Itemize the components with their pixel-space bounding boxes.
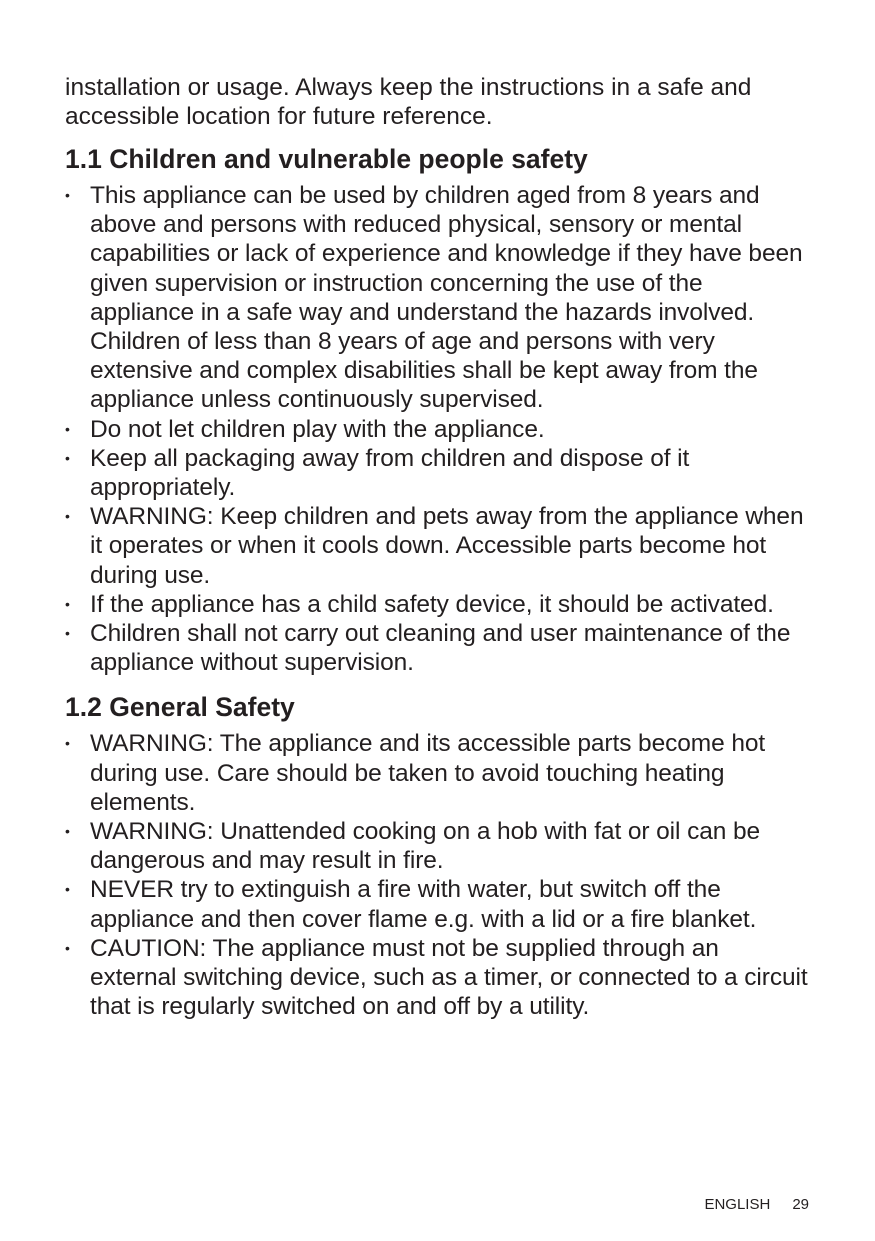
page-number: 29 bbox=[792, 1196, 809, 1213]
list-item-text: NEVER try to extinguish a fire with water, but switch off the appliance and then cover flame e.g. with a lid or a fire blanket. bbox=[90, 876, 757, 933]
list-item-text: CAUTION: The appliance must not be supplied through an external switching device, such as a timer, or connected to a circuit that is regularly switched on and off by a utility. bbox=[90, 934, 808, 1021]
list-item-text: WARNING: The appliance and its accessible parts become hot during use. Care should be taken to avoid touching heating elements. bbox=[90, 730, 766, 816]
bullet-icon: • bbox=[65, 881, 70, 898]
list-item bbox=[65, 619, 810, 677]
footer-language: ENGLISH bbox=[704, 1196, 771, 1213]
list-item bbox=[65, 415, 810, 444]
bullet-icon: • bbox=[65, 625, 70, 642]
list-item bbox=[65, 729, 810, 817]
bullet-icon: • bbox=[65, 420, 70, 437]
list-item-text: Children shall not carry out cleaning and user maintenance of the appliance without supervision. bbox=[90, 620, 791, 677]
list-item-text: This appliance can be used by children aged from 8 years and above and persons with reduced physical, sensory or mental capabilities or lack of experience and knowledge if they have been given supervision or instruction concerning the use of the appliance in a safe way and understand the hazards involved. Children of less than 8 years of age and persons with very extensive and complex disabilities shall be kept away from the appliance unless continuously supervised. bbox=[90, 182, 803, 414]
list-item bbox=[65, 934, 810, 1022]
bullet-icon: • bbox=[65, 449, 70, 466]
intro-paragraph: installation or usage. Always keep the instructions in a safe and accessible location for future reference. bbox=[65, 74, 752, 130]
list-item-text: Keep all packaging away from children and dispose of it appropriately. bbox=[90, 444, 690, 502]
bullet-icon: • bbox=[65, 508, 70, 525]
page-footer bbox=[704, 1196, 809, 1214]
list-item-text: WARNING: Unattended cooking on a hob with fat or oil can be dangerous and may result in fire. bbox=[90, 818, 761, 875]
list-item bbox=[65, 444, 810, 502]
section-heading-general-safety: 1.2 General Safety bbox=[65, 692, 295, 723]
list-item-text: Do not let children play with the appliance. bbox=[90, 415, 545, 443]
section-heading-children-safety: 1.1 Children and vulnerable people safety bbox=[65, 144, 588, 174]
list-item bbox=[65, 181, 810, 415]
bullet-icon: • bbox=[65, 735, 70, 752]
bullet-icon: • bbox=[65, 595, 70, 612]
document-page bbox=[65, 73, 810, 1021]
list-item-text: If the appliance has a child safety device, it should be activated. bbox=[90, 590, 774, 618]
list-item bbox=[65, 875, 810, 933]
list-item bbox=[65, 590, 810, 619]
bullet-icon: • bbox=[65, 939, 70, 956]
list-item-text: WARNING: Keep children and pets away from the appliance when it operates or when it cools down. Accessible parts become hot during use. bbox=[90, 503, 804, 589]
bullet-icon: • bbox=[65, 823, 70, 840]
general-safety-list bbox=[65, 729, 810, 1021]
children-safety-list bbox=[65, 181, 810, 677]
list-item bbox=[65, 817, 810, 875]
bullet-icon: • bbox=[65, 187, 70, 203]
list-item bbox=[65, 502, 810, 590]
